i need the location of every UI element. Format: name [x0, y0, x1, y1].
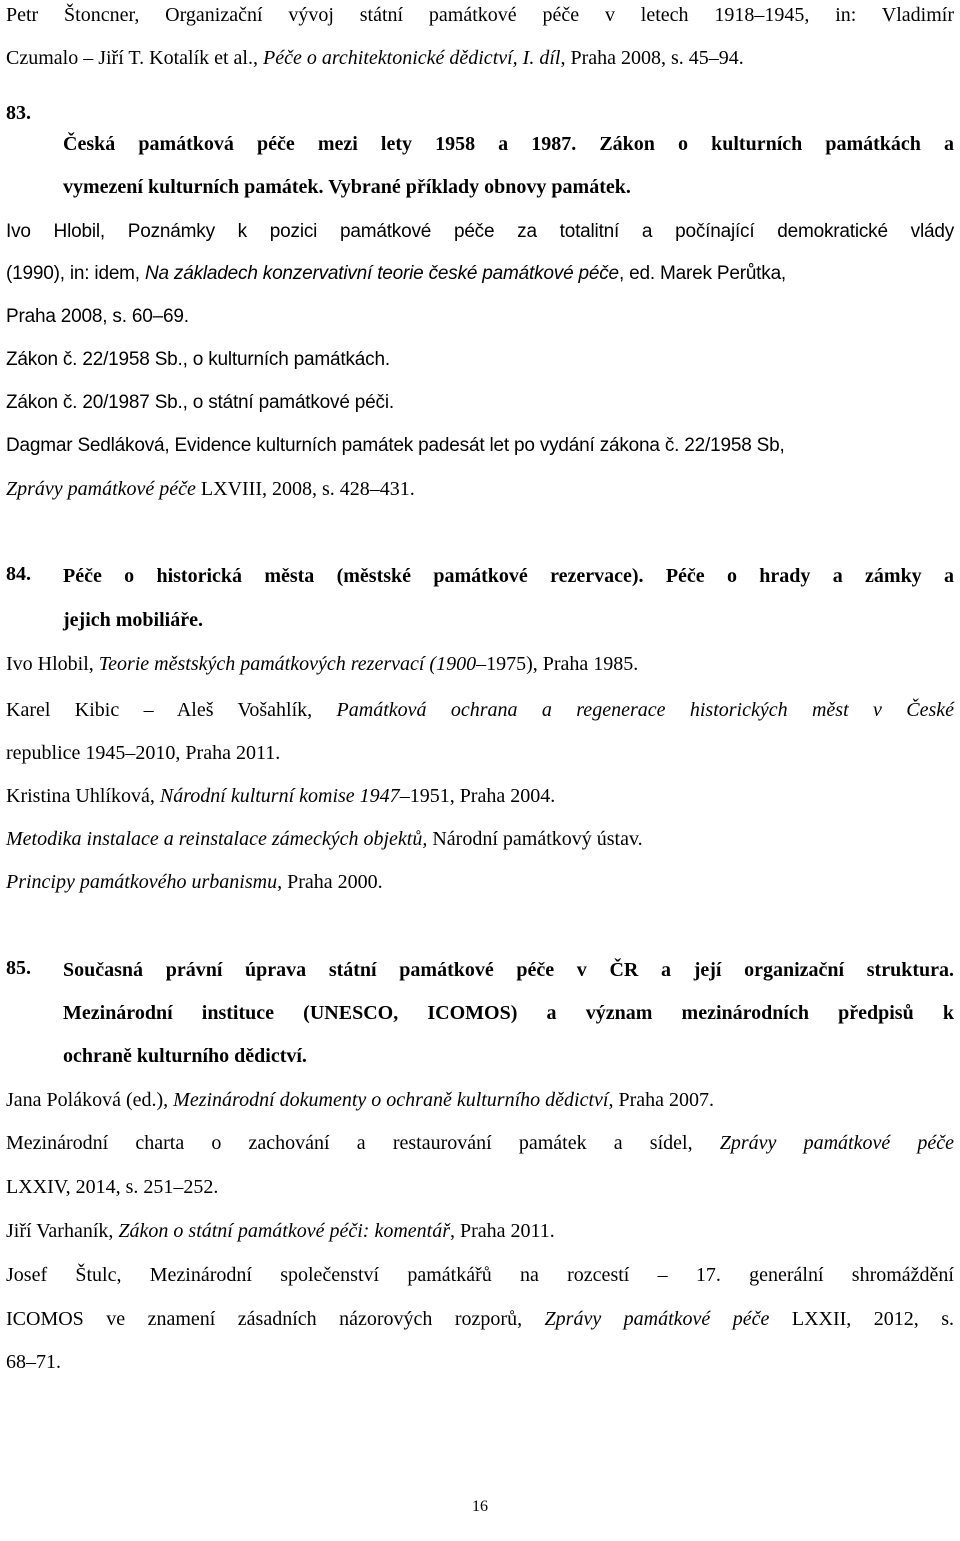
- s83-ref-hlobil-line-1: Ivo Hlobil, Poznámky k pozici památkové péče za totalitní a počínající demokratické vlády: [6, 221, 954, 242]
- s84-ref-kibic-line-2: republice 1945–2010, Praha 2011.: [6, 742, 281, 764]
- section-84-title-line-2: jejich mobiliáře.: [63, 609, 203, 631]
- s85-ref-stulc-line-3: 68–71.: [6, 1351, 61, 1373]
- section-83-title-line-2: vymezení kulturních památek. Vybrané příklady obnovy památek.: [63, 176, 631, 198]
- s84-ref-kibic-line-1: Karel Kibic – Aleš Vošahlík, Památková ochrana a regenerace historických měst v České: [6, 699, 954, 721]
- section-84-number: 84.: [6, 563, 31, 585]
- section-85-title-line-1: Současná právní úprava státní památkové péče v ČR a její organizační struktura.: [63, 959, 954, 981]
- s84-ref-hlobil: Ivo Hlobil, Teorie městských památkových rezervací (1900–1975), Praha 1985.: [6, 653, 639, 675]
- s84-ref-principy: Principy památkového urbanismu, Praha 2000.: [6, 871, 383, 893]
- s85-ref-varhanik: Jiří Varhaník, Zákon o státní památkové péči: komentář, Praha 2011.: [6, 1220, 555, 1242]
- s83-ref-sedlakova-line-2: Zprávy památkové péče LXVIII, 2008, s. 428–431.: [6, 478, 415, 500]
- s84-ref-uhlikova: Kristina Uhlíková, Národní kulturní komise 1947–1951, Praha 2004.: [6, 785, 556, 807]
- section-83-number: 83.: [6, 102, 31, 124]
- intro-reference-line-2: Czumalo – Jiří T. Kotalík et al., Péče o architektonické dědictví, I. díl, Praha 2008, s. 45–94.: [6, 47, 744, 69]
- s83-ref-hlobil-line-3: Praha 2008, s. 60–69.: [6, 306, 189, 327]
- section-85-title-line-2: Mezinárodní instituce (UNESCO, ICOMOS) a význam mezinárodních předpisů k: [63, 1002, 954, 1024]
- s85-ref-charta-line-2: LXXIV, 2014, s. 251–252.: [6, 1176, 219, 1198]
- s85-ref-polakova: Jana Poláková (ed.), Mezinárodní dokumenty o ochraně kulturního dědictví, Praha 2007.: [6, 1089, 714, 1111]
- s84-ref-metodika: Metodika instalace a reinstalace zámeckých objektů, Národní památkový ústav.: [6, 828, 643, 850]
- s85-ref-stulc-line-2: ICOMOS ve znamení zásadních názorových rozporů, Zprávy památkové péče LXXII, 2012, s.: [6, 1308, 955, 1330]
- s85-ref-charta-line-1: Mezinárodní charta o zachování a restaurování památek a sídel, Zprávy památkové péče: [6, 1132, 955, 1154]
- s83-ref-zakon-1958: Zákon č. 22/1958 Sb., o kulturních památkách.: [6, 349, 390, 370]
- intro-reference-line-1: Petr Štoncner, Organizační vývoj státní památkové péče v letech 1918–1945, in: Vladimír: [6, 4, 954, 26]
- s83-ref-sedlakova-line-1: Dagmar Sedláková, Evidence kulturních památek padesát let po vydání zákona č. 22/1958 Sb,: [6, 435, 785, 456]
- s83-ref-zakon-1987: Zákon č. 20/1987 Sb., o státní památkové péči.: [6, 392, 394, 413]
- s83-ref-hlobil-line-2: (1990), in: idem, Na základech konzervativní teorie české památkové péče, ed. Marek Perůtka,: [6, 263, 787, 284]
- section-84-title-line-1: Péče o historická města (městské památkové rezervace). Péče o hrady a zámky a: [63, 565, 954, 587]
- page-number: 16: [472, 1498, 488, 1515]
- s85-ref-stulc-line-1: Josef Štulc, Mezinárodní společenství památkářů na rozcestí – 17. generální shromáždění: [6, 1264, 954, 1286]
- section-83-title-line-1: Česká památková péče mezi lety 1958 a 1987. Zákon o kulturních památkách a: [63, 133, 954, 155]
- section-85-number: 85.: [6, 957, 31, 979]
- section-85-title-line-3: ochraně kulturního dědictví.: [63, 1045, 307, 1067]
